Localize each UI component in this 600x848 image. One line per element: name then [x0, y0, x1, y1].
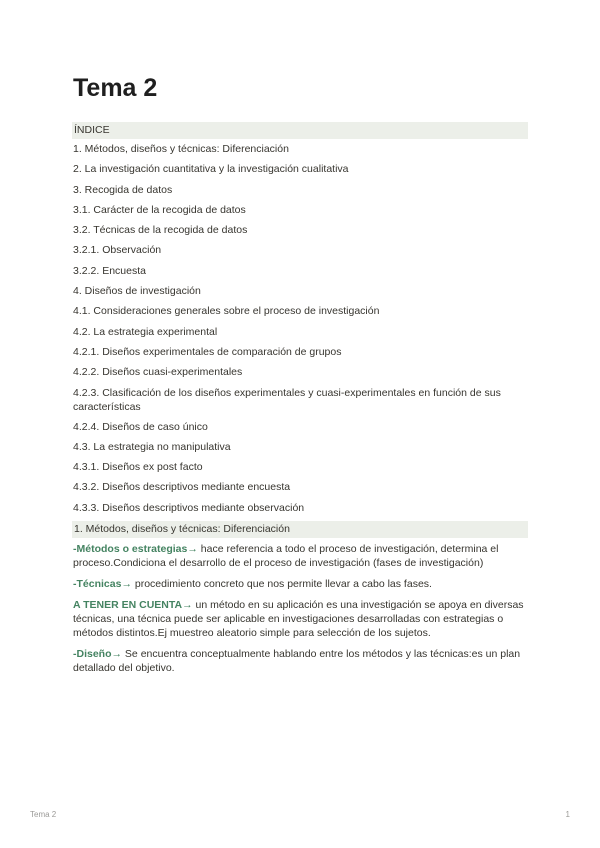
keyword: -Diseño→ — [73, 648, 123, 661]
toc-item: 4. Diseños de investigación — [73, 285, 201, 298]
table-of-contents — [72, 142, 528, 515]
keyword: -Técnicas→ — [73, 578, 132, 591]
paragraph-text: un método en su aplicación es una investigación se apoya en diversas técnicas, una técnica puede ser aplicable en investigaciones desarrolladas con estrategias o métodos distintos.Ej muestreo aleatorio simple para selección de los sujetos. — [73, 599, 524, 640]
keyword: A TENER EN CUENTA→ — [73, 599, 193, 612]
toc-item: 4.3. La estrategia no manipulativa — [73, 440, 231, 453]
page-number: 1 — [565, 810, 570, 819]
toc-item: 4.1. Consideraciones generales sobre el proceso de investigación — [73, 305, 380, 318]
toc-item: 3.2.1. Observación — [73, 244, 162, 257]
index-header: ÍNDICE — [72, 122, 528, 139]
paragraph-text: procedimiento concreto que nos permite llevar a cabo las fases. — [131, 578, 432, 591]
toc-item: 3. Recogida de datos — [73, 183, 173, 196]
paragraph-tecnicas — [72, 577, 528, 591]
toc-item: 3.1. Carácter de la recogida de datos — [73, 203, 246, 216]
toc-item: 4.3.1. Diseños ex post facto — [73, 461, 203, 474]
toc-item: 4.3.2. Diseños descriptivos mediante encuesta — [73, 481, 291, 494]
toc-item: 4.2.2. Diseños cuasi-experimentales — [73, 366, 243, 379]
toc-item: 2. La investigación cuantitativa y la investigación cualitativa — [73, 163, 349, 176]
paragraph-diseno — [72, 647, 528, 675]
toc-item: 4.3.3. Diseños descriptivos mediante observación — [73, 501, 305, 514]
paragraph-tener-en-cuenta — [72, 598, 528, 640]
paragraph-text: hace referencia a todo el proceso de investigación, determina el proceso.Condiciona el desarrollo de el proceso de investigación (fases de investigación) — [73, 543, 499, 570]
keyword: -Métodos o estrategias→ — [73, 543, 198, 556]
toc-item: 4.2.3. Clasificación de los diseños experimentales y cuasi-experimentales en función de sus características — [73, 386, 501, 413]
section-header: 1. Métodos, diseños y técnicas: Diferenciación — [72, 521, 528, 538]
page-title: Tema 2 — [73, 74, 158, 102]
footer-title: Tema 2 — [30, 810, 57, 819]
paragraph-text: Se encuentra conceptualmente hablando entre los métodos y las técnicas:es un plan detallado del objetivo. — [73, 648, 521, 675]
toc-item: 4.2.1. Diseños experimentales de comparación de grupos — [73, 345, 342, 358]
toc-item: 3.2.2. Encuesta — [73, 264, 146, 277]
toc-item: 4.2. La estrategia experimental — [73, 325, 218, 338]
toc-item: 3.2. Técnicas de la recogida de datos — [73, 224, 248, 237]
document-body — [72, 122, 528, 682]
paragraph-metodos — [72, 542, 528, 570]
toc-item: 4.2.4. Diseños de caso único — [73, 420, 208, 433]
toc-item: 1. Métodos, diseños y técnicas: Diferenciación — [73, 143, 289, 155]
